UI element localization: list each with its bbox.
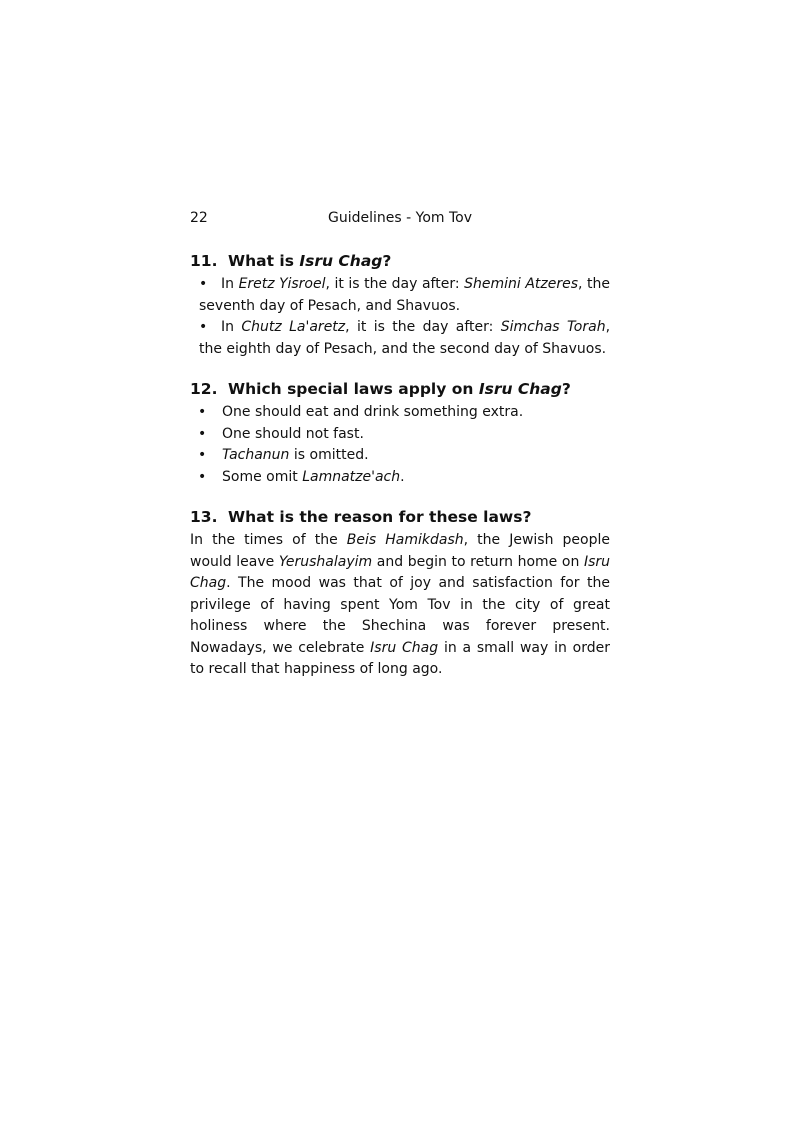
heading-italic: Isru Chag: [299, 252, 383, 270]
bullet-icon: •: [199, 276, 208, 292]
section-heading: [190, 250, 610, 272]
bullet-icon: •: [198, 447, 207, 463]
page-header: [190, 208, 610, 230]
paragraph-text: in a small way in order to recall that happiness of long ago.: [190, 639, 610, 677]
section-heading: [190, 506, 610, 528]
paragraph-italic: Yerushalayim: [278, 553, 373, 570]
bullet-icon: •: [198, 425, 207, 442]
bullet-icon: •: [198, 404, 207, 420]
section-heading: [190, 378, 610, 400]
list-item: [190, 402, 610, 424]
item-italic: Tachanun: [222, 447, 290, 463]
section-12: [190, 378, 610, 488]
paragraph-text: , the Jewish people would leave: [190, 532, 610, 570]
running-title: Guidelines - Yom Tov: [328, 210, 472, 226]
heading-tail: ?: [561, 380, 571, 398]
bullet-list: [190, 402, 610, 488]
list-item: [199, 274, 610, 317]
item-italic: Shemini Atzeres: [464, 276, 579, 292]
bullet-icon: •: [198, 468, 207, 485]
paragraph-italic: Isru Chag: [370, 639, 439, 656]
section-number: 12.: [190, 380, 218, 398]
item-text: .: [400, 468, 405, 485]
item-text: One should not fast.: [222, 425, 364, 442]
item-text: Some omit: [222, 468, 303, 485]
list-item: [190, 467, 610, 489]
heading-tail: ?: [382, 252, 392, 270]
item-text: , the eighth day of Pesach, and the second day of Shavuos.: [199, 319, 611, 357]
bullet-list: [190, 274, 610, 360]
heading-text: What is the reason for these laws?: [228, 508, 532, 526]
item-text: In: [221, 319, 242, 335]
heading-text: Which special laws apply on: [228, 380, 479, 398]
item-italic: Eretz Yisroel: [238, 276, 326, 292]
heading-text: What is: [228, 252, 300, 270]
paragraph-text: In the times of the: [190, 532, 347, 548]
list-item: [190, 424, 610, 446]
paragraph-text: and begin to return home on: [372, 553, 584, 570]
item-text: In: [221, 276, 239, 292]
list-item: [199, 317, 610, 360]
item-italic: Lamnatze'ach: [302, 468, 401, 485]
item-text: is omitted.: [289, 447, 369, 463]
item-italic: Chutz La'aretz: [241, 319, 346, 335]
list-item: [190, 445, 610, 467]
item-italic: Simchas Torah: [500, 319, 606, 335]
document-page: [190, 208, 610, 681]
item-text: , it is the day after:: [345, 319, 501, 335]
heading-italic: Isru Chag: [478, 380, 562, 398]
item-text: , it is the day after:: [325, 276, 465, 292]
paragraph-italic: Isru Chag: [190, 553, 610, 591]
section-13: [190, 506, 610, 681]
paragraph-italic: Beis Hamikdash: [346, 532, 464, 548]
answer-paragraph: [190, 530, 610, 681]
section-11: [190, 250, 610, 360]
section-number: 11.: [190, 252, 218, 270]
page-number: 22: [190, 210, 208, 226]
bullet-icon: •: [199, 319, 208, 335]
section-number: 13.: [190, 508, 218, 526]
item-text: , the seventh day of Pesach, and Shavuos.: [199, 276, 610, 314]
item-text: One should eat and drink something extra.: [222, 404, 524, 420]
paragraph-text: . The mood was that of joy and satisfaction for the privilege of having spent Yom Tov in the city of great holiness where the Shechina was forever present. Nowadays, we celebrate: [190, 575, 610, 656]
